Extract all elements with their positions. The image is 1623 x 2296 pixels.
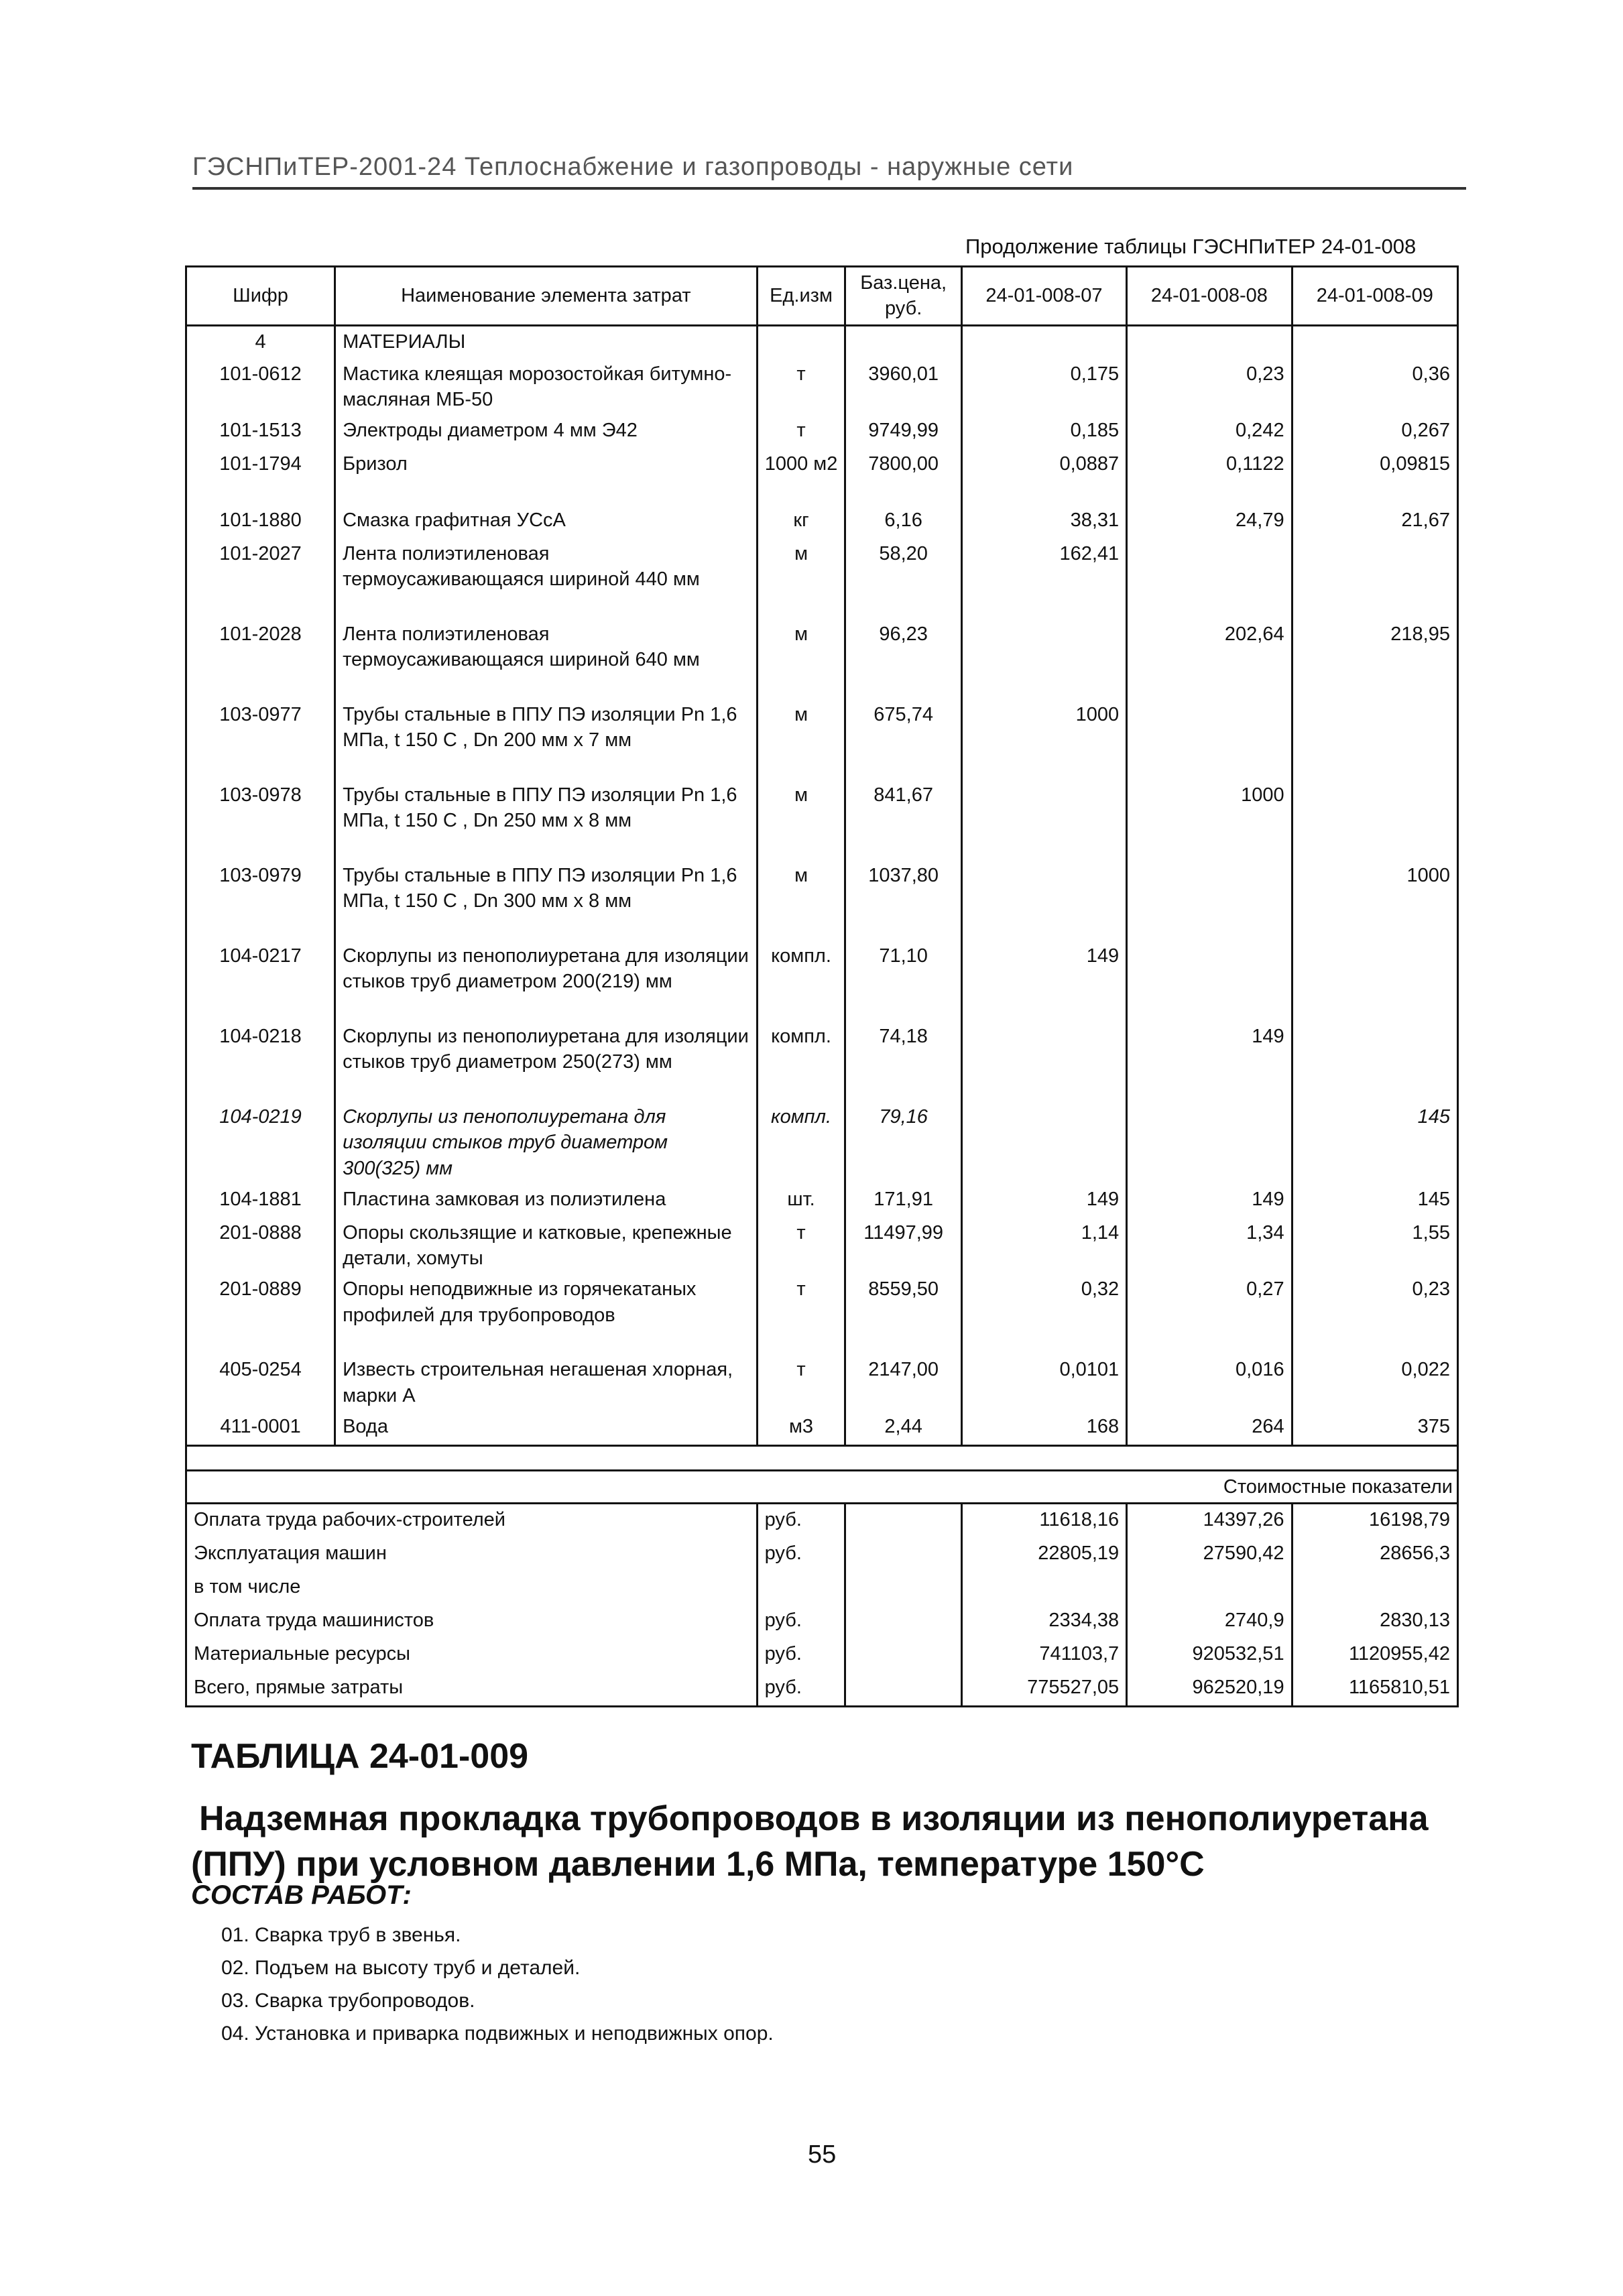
- page-header: ГЭСНПиТЕР-2001-24 Теплоснабжение и газопроводы - наружные сети: [192, 153, 1466, 190]
- cost-row: [186, 1504, 1458, 1538]
- material-price: 7800,00: [845, 448, 961, 505]
- material-value-07: [961, 780, 1126, 860]
- material-unit: м: [757, 780, 845, 860]
- spacer-row: [186, 1445, 1458, 1470]
- material-value-08: 1000: [1127, 780, 1292, 860]
- material-value-09: [1292, 780, 1457, 860]
- material-name: Трубы стальные в ППУ ПЭ изоляции Pn 1,6 МПа, t 150 С , Dn 200 мм х 7 мм: [335, 699, 758, 780]
- material-value-09: 145: [1292, 1101, 1457, 1184]
- cost-value-09: 28656,3: [1292, 1538, 1457, 1571]
- material-code: 201-0889: [186, 1274, 335, 1354]
- material-code: 411-0001: [186, 1411, 335, 1446]
- cost-value-08: 962520,19: [1127, 1672, 1292, 1707]
- material-unit: т: [757, 1217, 845, 1274]
- material-value-08: [1127, 941, 1292, 1021]
- work-item: 04. Установка и приварка подвижных и неподвижных опор.: [221, 2022, 774, 2045]
- cost-value-07: 11618,16: [961, 1504, 1126, 1538]
- section-code: 4: [186, 325, 335, 359]
- table-title: ТАБЛИЦА 24-01-009: [191, 1737, 529, 1776]
- material-name: Скорлупы из пенополиуретана для изоляции стыков труб диаметром 300(325) мм: [335, 1101, 758, 1184]
- material-row: [186, 1274, 1458, 1354]
- material-unit: м: [757, 860, 845, 941]
- material-price: 675,74: [845, 699, 961, 780]
- material-row: [186, 780, 1458, 860]
- material-unit: компл.: [757, 941, 845, 1021]
- material-unit: т: [757, 415, 845, 448]
- cost-value-09: 1165810,51: [1292, 1672, 1457, 1707]
- cost-value-07: [961, 1571, 1126, 1605]
- material-value-07: 149: [961, 1184, 1126, 1217]
- material-price: 96,23: [845, 619, 961, 699]
- material-code: 101-1513: [186, 415, 335, 448]
- material-code: 101-0612: [186, 359, 335, 416]
- material-code: 104-0218: [186, 1021, 335, 1101]
- material-value-09: 145: [1292, 1184, 1457, 1217]
- material-value-07: 1000: [961, 699, 1126, 780]
- table-continuation-note: Продолжение таблицы ГЭСНПиТЕР 24-01-008: [965, 235, 1417, 258]
- material-value-08: 0,016: [1127, 1354, 1292, 1411]
- column-header-price: Баз.цена, руб.: [845, 267, 961, 326]
- material-code: 104-1881: [186, 1184, 335, 1217]
- material-value-07: [961, 1021, 1126, 1101]
- column-header-name: Наименование элемента затрат: [335, 267, 758, 326]
- material-price: 6,16: [845, 505, 961, 538]
- material-unit: шт.: [757, 1184, 845, 1217]
- page-number: 55: [808, 2140, 837, 2169]
- material-value-07: 0,175: [961, 359, 1126, 416]
- material-name: Смазка графитная УСсА: [335, 505, 758, 538]
- work-item: 02. Подъем на высоту труб и деталей.: [221, 1957, 581, 1979]
- material-row: [186, 415, 1458, 448]
- material-row: [186, 538, 1458, 619]
- cost-value-07: 741103,7: [961, 1638, 1126, 1672]
- material-value-09: [1292, 941, 1457, 1021]
- cost-unit: руб.: [757, 1504, 845, 1538]
- material-name: Известь строительная негашеная хлорная, марки А: [335, 1354, 758, 1411]
- material-code: 405-0254: [186, 1354, 335, 1411]
- material-unit: компл.: [757, 1101, 845, 1184]
- material-unit: м: [757, 699, 845, 780]
- cost-row: [186, 1538, 1458, 1571]
- material-value-08: [1127, 860, 1292, 941]
- material-unit: м: [757, 619, 845, 699]
- material-price: 171,91: [845, 1184, 961, 1217]
- material-code: 101-1880: [186, 505, 335, 538]
- material-value-07: 0,0101: [961, 1354, 1126, 1411]
- column-header-code: Шифр: [186, 267, 335, 326]
- material-value-07: 168: [961, 1411, 1126, 1446]
- material-row: [186, 1021, 1458, 1101]
- material-value-09: 0,23: [1292, 1274, 1457, 1354]
- cost-name: в том числе: [186, 1571, 758, 1605]
- material-name: Скорлупы из пенополиуретана для изоляции стыков труб диаметром 250(273) мм: [335, 1021, 758, 1101]
- cost-row: [186, 1605, 1458, 1638]
- section-row: [186, 325, 1458, 359]
- material-value-07: 0,185: [961, 415, 1126, 448]
- material-row: [186, 1354, 1458, 1411]
- cost-value-07: 22805,19: [961, 1538, 1126, 1571]
- material-value-08: 24,79: [1127, 505, 1292, 538]
- material-value-09: [1292, 538, 1457, 619]
- material-name: Опоры неподвижные из горячекатаных профилей для трубопроводов: [335, 1274, 758, 1354]
- cost-unit: руб.: [757, 1672, 845, 1707]
- material-code: 101-2028: [186, 619, 335, 699]
- material-value-07: 0,32: [961, 1274, 1126, 1354]
- work-item: 01. Сварка труб в звенья.: [221, 1924, 461, 1946]
- material-value-07: 149: [961, 941, 1126, 1021]
- cost-value-08: 920532,51: [1127, 1638, 1292, 1672]
- column-header-unit: Ед.изм: [757, 267, 845, 326]
- material-row: [186, 1184, 1458, 1217]
- material-value-09: 218,95: [1292, 619, 1457, 699]
- material-name: Трубы стальные в ППУ ПЭ изоляции Pn 1,6 МПа, t 150 С , Dn 300 мм х 8 мм: [335, 860, 758, 941]
- material-value-09: [1292, 1021, 1457, 1101]
- cost-value-07: 775527,05: [961, 1672, 1126, 1707]
- column-header-24-01-008-07: 24-01-008-07: [961, 267, 1126, 326]
- works-list: [221, 1924, 1227, 2055]
- column-header-24-01-008-08: 24-01-008-08: [1127, 267, 1292, 326]
- material-name: Скорлупы из пенополиуретана для изоляции стыков труб диаметром 200(219) мм: [335, 941, 758, 1021]
- material-price: 79,16: [845, 1101, 961, 1184]
- cost-row: [186, 1571, 1458, 1605]
- material-name: Пластина замковая из полиэтилена: [335, 1184, 758, 1217]
- material-price: 11497,99: [845, 1217, 961, 1274]
- material-value-07: [961, 619, 1126, 699]
- material-value-07: [961, 1101, 1126, 1184]
- material-value-08: [1127, 699, 1292, 780]
- material-row: [186, 860, 1458, 941]
- material-value-09: 0,022: [1292, 1354, 1457, 1411]
- material-price: 2,44: [845, 1411, 961, 1446]
- material-price: 58,20: [845, 538, 961, 619]
- material-price: 8559,50: [845, 1274, 961, 1354]
- cost-indicators-row: [186, 1470, 1458, 1503]
- material-value-07: [961, 860, 1126, 941]
- material-value-08: 0,242: [1127, 415, 1292, 448]
- material-price: 841,67: [845, 780, 961, 860]
- material-row: [186, 448, 1458, 505]
- cost-name: Оплата труда машинистов: [186, 1605, 758, 1638]
- table-subtitle: Надземная прокладка трубопроводов в изоляции из пенополиуретана (ППУ) при условном давлении 1,6 МПа, температуре 150°С: [191, 1799, 1429, 1884]
- material-code: 103-0979: [186, 860, 335, 941]
- work-item: 03. Сварка трубопроводов.: [221, 1990, 475, 2012]
- material-row: [186, 505, 1458, 538]
- cost-name: Оплата труда рабочих-строителей: [186, 1504, 758, 1538]
- material-code: 101-1794: [186, 448, 335, 505]
- works-heading: СОСТАВ РАБОТ:: [191, 1880, 412, 1910]
- material-code: 104-0219: [186, 1101, 335, 1184]
- material-value-07: 1,14: [961, 1217, 1126, 1274]
- material-row: [186, 1101, 1458, 1184]
- cost-name: Всего, прямые затраты: [186, 1672, 758, 1707]
- material-value-09: 1,55: [1292, 1217, 1457, 1274]
- cost-unit: руб.: [757, 1605, 845, 1638]
- cost-unit: руб.: [757, 1638, 845, 1672]
- material-value-08: 1,34: [1127, 1217, 1292, 1274]
- cost-name: Материальные ресурсы: [186, 1638, 758, 1672]
- material-name: Вода: [335, 1411, 758, 1446]
- cost-value-09: [1292, 1571, 1457, 1605]
- material-name: Бризол: [335, 448, 758, 505]
- cost-value-08: 27590,42: [1127, 1538, 1292, 1571]
- material-price: 9749,99: [845, 415, 961, 448]
- material-row: [186, 359, 1458, 416]
- material-unit: т: [757, 359, 845, 416]
- cost-name: Эксплуатация машин: [186, 1538, 758, 1571]
- cost-unit: [757, 1571, 845, 1605]
- material-value-09: 0,36: [1292, 359, 1457, 416]
- material-value-09: 375: [1292, 1411, 1457, 1446]
- material-row: [186, 1411, 1458, 1446]
- material-unit: компл.: [757, 1021, 845, 1101]
- material-unit: м3: [757, 1411, 845, 1446]
- cost-value-09: 1120955,42: [1292, 1638, 1457, 1672]
- material-value-08: [1127, 1101, 1292, 1184]
- material-value-07: 38,31: [961, 505, 1126, 538]
- material-value-07: 0,0887: [961, 448, 1126, 505]
- material-value-09: 0,09815: [1292, 448, 1457, 505]
- material-name: Лента полиэтиленовая термоусаживающаяся шириной 640 мм: [335, 619, 758, 699]
- material-price: 2147,00: [845, 1354, 961, 1411]
- cost-value-08: 2740,9: [1127, 1605, 1292, 1638]
- material-value-08: 149: [1127, 1184, 1292, 1217]
- material-unit: 1000 м2: [757, 448, 845, 505]
- material-price: 74,18: [845, 1021, 961, 1101]
- material-value-08: 0,1122: [1127, 448, 1292, 505]
- material-name: Трубы стальные в ППУ ПЭ изоляции Pn 1,6 МПа, t 150 С , Dn 250 мм х 8 мм: [335, 780, 758, 860]
- cost-row: [186, 1638, 1458, 1672]
- material-row: [186, 941, 1458, 1021]
- section-title: МАТЕРИАЛЫ: [335, 325, 758, 359]
- material-code: 104-0217: [186, 941, 335, 1021]
- material-name: Мастика клеящая морозостойкая битумно-масляная МБ-50: [335, 359, 758, 416]
- material-name: Опоры скользящие и катковые, крепежные детали, хомуты: [335, 1217, 758, 1274]
- material-value-08: 149: [1127, 1021, 1292, 1101]
- material-name: Электроды диаметром 4 мм Э42: [335, 415, 758, 448]
- cost-indicators-label: Стоимостные показатели: [186, 1470, 1458, 1503]
- material-price: 71,10: [845, 941, 961, 1021]
- material-value-07: 162,41: [961, 538, 1126, 619]
- material-value-08: 0,27: [1127, 1274, 1292, 1354]
- material-name: Лента полиэтиленовая термоусаживающаяся шириной 440 мм: [335, 538, 758, 619]
- material-price: 3960,01: [845, 359, 961, 416]
- material-unit: т: [757, 1274, 845, 1354]
- material-unit: т: [757, 1354, 845, 1411]
- material-price: 1037,80: [845, 860, 961, 941]
- material-row: [186, 699, 1458, 780]
- cost-unit: руб.: [757, 1538, 845, 1571]
- column-header-24-01-008-09: 24-01-008-09: [1292, 267, 1457, 326]
- material-value-09: 21,67: [1292, 505, 1457, 538]
- material-unit: кг: [757, 505, 845, 538]
- material-value-08: 202,64: [1127, 619, 1292, 699]
- material-value-08: 0,23: [1127, 359, 1292, 416]
- material-value-08: [1127, 538, 1292, 619]
- material-value-08: 264: [1127, 1411, 1292, 1446]
- resource-table: [185, 265, 1459, 1707]
- cost-value-08: [1127, 1571, 1292, 1605]
- material-code: 103-0978: [186, 780, 335, 860]
- table-header-row: [186, 267, 1458, 326]
- material-value-09: [1292, 699, 1457, 780]
- material-unit: м: [757, 538, 845, 619]
- cost-value-09: 16198,79: [1292, 1504, 1457, 1538]
- material-row: [186, 1217, 1458, 1274]
- material-code: 103-0977: [186, 699, 335, 780]
- material-code: 201-0888: [186, 1217, 335, 1274]
- material-value-09: 1000: [1292, 860, 1457, 941]
- material-row: [186, 619, 1458, 699]
- cost-row: [186, 1672, 1458, 1707]
- cost-value-08: 14397,26: [1127, 1504, 1292, 1538]
- cost-value-07: 2334,38: [961, 1605, 1126, 1638]
- material-code: 101-2027: [186, 538, 335, 619]
- material-value-09: 0,267: [1292, 415, 1457, 448]
- cost-value-09: 2830,13: [1292, 1605, 1457, 1638]
